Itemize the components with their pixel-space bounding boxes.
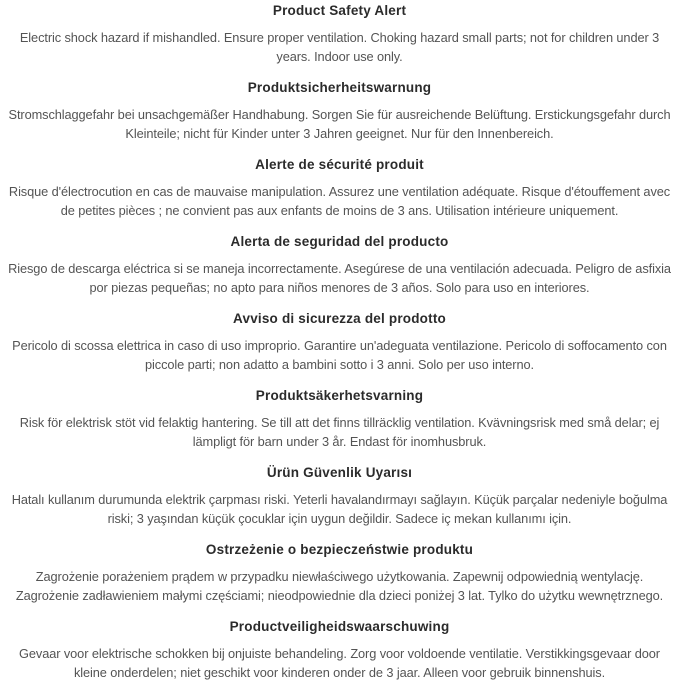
section-heading: Produktsicherheitswarnung: [247, 80, 432, 95]
section-body: Stromschlaggefahr bei unsachgemäßer Handhabung. Sorgen Sie für ausreichende Belüftung. Erstickungsgefahr durch Kleinteile; nicht für Kinder unter 3 Jahren geeignet. Nur für den Innenbereich.: [8, 107, 671, 141]
safety-section: [8, 78, 671, 143]
section-heading: Product Safety Alert: [272, 3, 407, 18]
safety-section: [8, 309, 671, 374]
section-body: Pericolo di scossa elettrica in caso di uso improprio. Garantire un'adeguata ventilazione. Pericolo di soffocamento con piccole parti; non adatto a bambini sotto i 3 anni. Solo per uso interno.: [12, 338, 667, 372]
section-body: Riesgo de descarga eléctrica si se maneja incorrectamente. Asegúrese de una ventilación adecuada. Peligro de asfixia por piezas pequeñas; no apto para niños menores de 3 años. Solo para uso en interiores.: [8, 261, 671, 295]
section-heading: Alerta de seguridad del producto: [230, 234, 449, 249]
safety-section: [8, 540, 671, 605]
section-heading: Ostrzeżenie o bezpieczeństwie produktu: [205, 542, 474, 557]
safety-section: [8, 463, 671, 528]
section-heading: Avviso di sicurezza del prodotto: [233, 311, 446, 326]
safety-section: [8, 386, 671, 451]
section-body: Risque d'électrocution en cas de mauvaise manipulation. Assurez une ventilation adéquate. Risque d'étouffement avec de petites pièces ; ne convient pas aux enfants de moins de 3 ans. Utilisation intérieure uniquement.: [8, 184, 671, 218]
safety-section: [8, 1, 671, 66]
section-body: Gevaar voor elektrische schokken bij onjuiste behandeling. Zorg voor voldoende ventilatie. Verstikkingsgevaar door kleine onderdelen; niet geschikt voor kinderen onder de 3 jaar. Alleen voor gebruik binnenshuis.: [19, 646, 660, 680]
section-heading: Productveiligheidswaarschuwing: [229, 619, 450, 634]
section-body: Hatalı kullanım durumunda elektrik çarpması riski. Yeterli havalandırmayı sağlayın. Küçük parçalar nedeniyle boğulma riski; 3 yaşından küçük çocuklar için uygun değildir. Sadece iç mekan kullanımı için.: [11, 492, 668, 526]
section-heading: Produktsäkerhetsvarning: [255, 388, 424, 403]
safety-section: [8, 155, 671, 220]
safety-section: [8, 232, 671, 297]
section-heading: Alerte de sécurité produit: [255, 157, 424, 172]
section-body: Electric shock hazard if mishandled. Ensure proper ventilation. Choking hazard small parts; not for children under 3 years. Indoor use only.: [19, 30, 660, 64]
section-body: Risk för elektrisk stöt vid felaktig hantering. Se till att det finns tillräcklig ventilation. Kvävningsrisk med små delar; ej lämpligt för barn under 3 år. Endast för inomhusbruk.: [19, 415, 660, 449]
section-body: Zagrożenie porażeniem prądem w przypadku niewłaściwego użytkowania. Zapewnij odpowiednią wentylację. Zagrożenie zadławieniem małymi częściami; nieodpowiednie dla dzieci poniżej 3 lat. Tylko do użytku wewnętrznego.: [15, 569, 664, 603]
section-heading: Ürün Güvenlik Uyarısı: [266, 465, 413, 480]
safety-section: [8, 617, 671, 682]
